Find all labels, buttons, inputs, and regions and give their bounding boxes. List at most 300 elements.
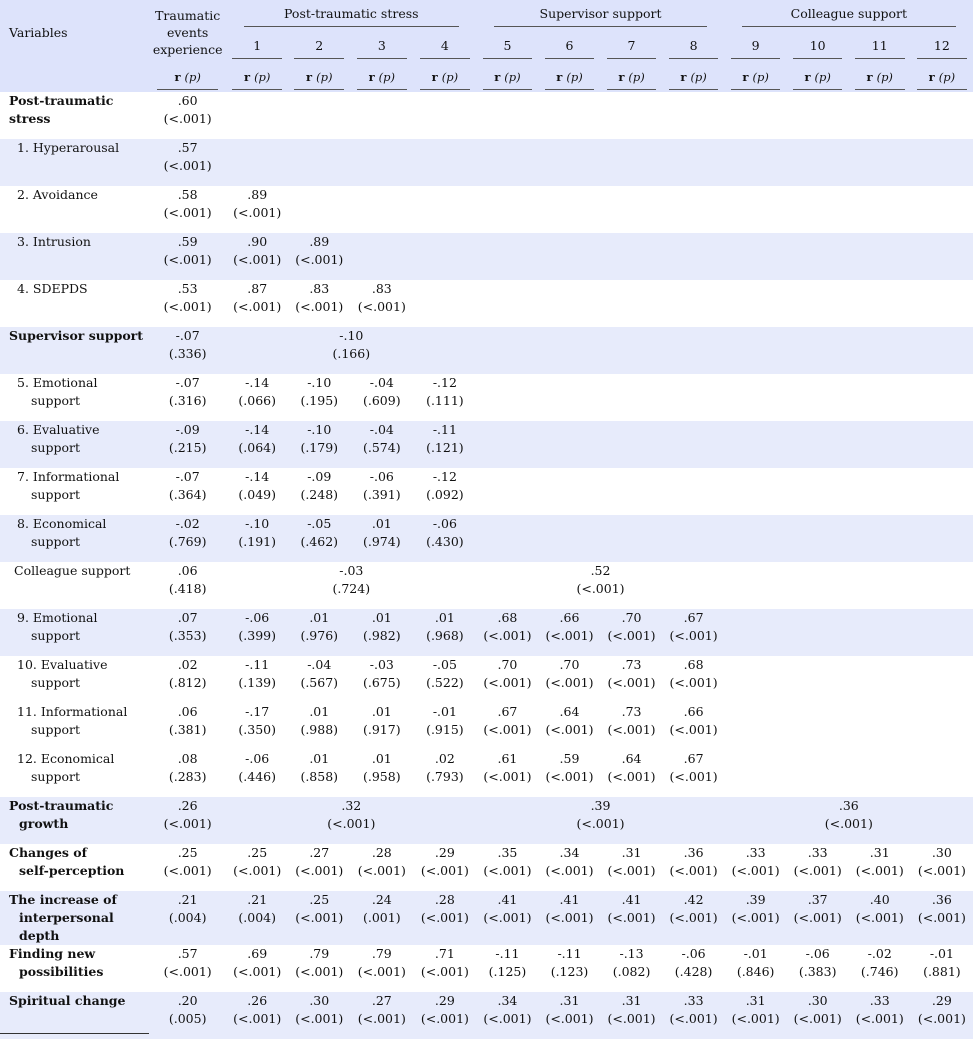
empty-cell bbox=[911, 656, 973, 703]
correlation-cell bbox=[476, 703, 538, 750]
header-r-p-label bbox=[911, 65, 973, 92]
empty-cell bbox=[538, 92, 600, 139]
row-label bbox=[0, 468, 149, 515]
p-symbol: (p) bbox=[876, 70, 893, 84]
row-label bbox=[0, 797, 149, 844]
correlation-cell bbox=[288, 945, 350, 992]
empty-cell bbox=[413, 139, 476, 186]
correlation-cell bbox=[288, 233, 350, 280]
correlation-cell bbox=[350, 992, 413, 1039]
r-value: .08 bbox=[177, 751, 198, 766]
p-value: (<.001) bbox=[295, 863, 344, 878]
r-p-label bbox=[483, 70, 533, 90]
correlation-cell bbox=[288, 750, 350, 797]
empty-cell bbox=[911, 186, 973, 233]
p-value: (<.001) bbox=[357, 1011, 406, 1026]
p-value: (.974) bbox=[363, 534, 401, 549]
r-value: -.12 bbox=[432, 375, 457, 390]
r-p-label bbox=[607, 70, 657, 90]
p-value: (.064) bbox=[238, 440, 276, 455]
r-value: .79 bbox=[371, 946, 392, 961]
empty-cell bbox=[911, 750, 973, 797]
p-value: (.724) bbox=[332, 581, 371, 596]
header-column-5 bbox=[476, 29, 538, 65]
row-label-line: The increase of bbox=[9, 892, 117, 907]
correlation-cell bbox=[911, 891, 973, 945]
p-value: (<.001) bbox=[420, 863, 469, 878]
p-symbol: (p) bbox=[628, 70, 645, 84]
r-value: -.14 bbox=[245, 422, 270, 437]
table-row bbox=[0, 139, 973, 186]
header-group-post-traumatic-stress bbox=[226, 0, 476, 29]
r-value: -.09 bbox=[175, 422, 200, 437]
empty-cell bbox=[849, 656, 911, 703]
row-label-line: 3. Intrusion bbox=[17, 234, 91, 249]
column-number: 2 bbox=[294, 38, 344, 59]
empty-cell bbox=[849, 374, 911, 421]
correlation-cell bbox=[288, 280, 350, 327]
correlation-cell bbox=[725, 992, 787, 1039]
r-value: .64 bbox=[559, 704, 580, 719]
header-r-p-label bbox=[538, 65, 600, 92]
row-label-line: 7. Informational bbox=[17, 469, 120, 484]
r-value: -.01 bbox=[743, 946, 768, 961]
row-label-line: 12. Economical bbox=[17, 751, 115, 766]
table-row bbox=[0, 468, 973, 515]
r-value: -.06 bbox=[369, 469, 394, 484]
column-number: 5 bbox=[483, 38, 533, 59]
correlation-cell bbox=[413, 468, 476, 515]
empty-cell bbox=[288, 186, 350, 233]
empty-cell bbox=[476, 139, 538, 186]
row-label-line: Supervisor support bbox=[9, 328, 144, 343]
table-bottom-rule bbox=[0, 1033, 149, 1034]
empty-cell bbox=[787, 186, 849, 233]
empty-cell bbox=[725, 374, 787, 421]
empty-cell bbox=[226, 92, 288, 139]
empty-cell bbox=[601, 374, 663, 421]
empty-cell bbox=[849, 421, 911, 468]
correlation-cell bbox=[350, 656, 413, 703]
r-value: .01 bbox=[371, 704, 392, 719]
r-value: .71 bbox=[434, 946, 455, 961]
empty-cell bbox=[849, 562, 911, 609]
r-value: -.12 bbox=[432, 469, 457, 484]
r-value: -.14 bbox=[245, 375, 270, 390]
r-value: .67 bbox=[497, 704, 518, 719]
correlation-cell bbox=[413, 374, 476, 421]
p-value: (.976) bbox=[300, 628, 339, 643]
row-label-line: 5. Emotional bbox=[17, 375, 98, 390]
p-value: (<.001) bbox=[163, 158, 212, 173]
header-blank-cell bbox=[0, 65, 149, 92]
row-label bbox=[0, 327, 149, 374]
row-label-line: 2. Avoidance bbox=[17, 187, 98, 202]
correlation-cell bbox=[288, 609, 350, 656]
empty-cell bbox=[413, 92, 476, 139]
p-value: (.179) bbox=[300, 440, 339, 455]
empty-cell bbox=[350, 233, 413, 280]
r-value: .01 bbox=[371, 610, 392, 625]
r-p-label bbox=[793, 70, 843, 90]
p-value: (<.001) bbox=[357, 299, 406, 314]
r-value: .32 bbox=[341, 798, 362, 813]
r-value: -.09 bbox=[307, 469, 332, 484]
row-label-line: 10. Evaluative bbox=[17, 657, 108, 672]
table-row bbox=[0, 891, 973, 945]
p-value: (.123) bbox=[550, 964, 589, 979]
row-label-line: Finding new bbox=[9, 946, 96, 961]
empty-cell bbox=[350, 139, 413, 186]
p-value: (.675) bbox=[363, 675, 401, 690]
r-value: .27 bbox=[309, 845, 330, 860]
r-value: .41 bbox=[621, 892, 642, 907]
empty-cell bbox=[911, 703, 973, 750]
p-value: (<.001) bbox=[295, 964, 344, 979]
r-value: .01 bbox=[434, 610, 455, 625]
p-value: (<.001) bbox=[793, 1011, 842, 1026]
correlation-cell bbox=[787, 945, 849, 992]
empty-cell bbox=[538, 280, 600, 327]
correlation-cell bbox=[413, 421, 476, 468]
p-value: (<.001) bbox=[233, 964, 282, 979]
p-value: (.316) bbox=[168, 393, 207, 408]
p-value: (<.001) bbox=[483, 628, 532, 643]
p-symbol: (p) bbox=[938, 70, 956, 84]
r-value: .83 bbox=[371, 281, 392, 296]
row-label-line: 9. Emotional bbox=[17, 610, 98, 625]
empty-cell bbox=[787, 92, 849, 139]
r-value: .59 bbox=[559, 751, 580, 766]
empty-cell bbox=[476, 421, 538, 468]
correlation-cell bbox=[538, 703, 600, 750]
column-number: 10 bbox=[793, 38, 843, 59]
correlation-cell bbox=[288, 891, 350, 945]
correlation-cell bbox=[226, 945, 288, 992]
r-symbol: r bbox=[306, 70, 313, 84]
empty-cell bbox=[849, 92, 911, 139]
empty-cell bbox=[725, 139, 787, 186]
empty-cell bbox=[538, 327, 600, 374]
empty-cell bbox=[663, 515, 725, 562]
correlation-cell bbox=[149, 280, 226, 327]
r-value: .34 bbox=[497, 993, 518, 1008]
p-value: (.121) bbox=[426, 440, 464, 455]
r-value: -.11 bbox=[245, 657, 270, 672]
empty-cell bbox=[725, 280, 787, 327]
correlation-cell bbox=[663, 703, 725, 750]
p-value: (.462) bbox=[300, 534, 339, 549]
p-value: (<.001) bbox=[855, 1011, 904, 1026]
p-value: (<.001) bbox=[576, 581, 625, 596]
correlation-cell bbox=[350, 421, 413, 468]
empty-cell bbox=[787, 280, 849, 327]
row-label-line: Changes of bbox=[9, 845, 88, 860]
table-row bbox=[0, 562, 973, 609]
empty-cell bbox=[288, 92, 350, 139]
correlation-cell bbox=[350, 703, 413, 750]
table-row bbox=[0, 703, 973, 750]
r-value: .25 bbox=[247, 845, 268, 860]
row-label bbox=[0, 186, 149, 233]
empty-cell bbox=[787, 233, 849, 280]
header-r-p-label bbox=[849, 65, 911, 92]
p-value: (<.001) bbox=[163, 252, 212, 267]
p-value: (<.001) bbox=[669, 628, 718, 643]
p-value: (<.001) bbox=[295, 910, 344, 925]
empty-cell bbox=[725, 421, 787, 468]
correlation-cell bbox=[226, 186, 288, 233]
empty-cell bbox=[725, 562, 787, 609]
empty-cell bbox=[725, 186, 787, 233]
r-value: -.06 bbox=[245, 751, 270, 766]
correlation-cell bbox=[413, 992, 476, 1039]
p-value: (<.001) bbox=[327, 816, 376, 831]
header-r-p-label bbox=[476, 65, 538, 92]
r-symbol: r bbox=[368, 70, 375, 84]
correlation-cell bbox=[226, 609, 288, 656]
p-value: (<.001) bbox=[545, 863, 594, 878]
empty-cell bbox=[849, 703, 911, 750]
empty-cell bbox=[663, 186, 725, 233]
correlation-cell bbox=[149, 609, 226, 656]
empty-cell bbox=[911, 515, 973, 562]
table-row bbox=[0, 797, 973, 844]
empty-cell bbox=[601, 421, 663, 468]
p-value: (.111) bbox=[426, 393, 464, 408]
header-traumatic-line: experience bbox=[152, 42, 223, 57]
row-label bbox=[0, 280, 149, 327]
empty-cell bbox=[849, 186, 911, 233]
empty-cell bbox=[663, 327, 725, 374]
empty-cell bbox=[725, 233, 787, 280]
empty-cell bbox=[663, 374, 725, 421]
p-value: (<.001) bbox=[917, 1011, 966, 1026]
p-value: (.195) bbox=[300, 393, 339, 408]
correlation-cell bbox=[149, 327, 226, 374]
empty-cell bbox=[725, 92, 787, 139]
empty-cell bbox=[911, 327, 973, 374]
header-r-p-label bbox=[350, 65, 413, 92]
correlation-cell bbox=[288, 468, 350, 515]
row-label-line: Post-traumatic stress bbox=[9, 93, 114, 126]
empty-cell bbox=[413, 280, 476, 327]
correlation-cell bbox=[601, 891, 663, 945]
p-value: (.428) bbox=[674, 964, 713, 979]
row-label-line: support bbox=[31, 534, 80, 549]
r-value: -.06 bbox=[245, 610, 270, 625]
correlation-cell bbox=[413, 945, 476, 992]
correlation-cell bbox=[476, 891, 538, 945]
row-label bbox=[0, 233, 149, 280]
r-value: .28 bbox=[371, 845, 392, 860]
r-value: -.07 bbox=[175, 328, 200, 343]
empty-cell bbox=[787, 703, 849, 750]
p-value: (<.001) bbox=[163, 964, 212, 979]
r-value: .01 bbox=[309, 751, 330, 766]
r-value: .41 bbox=[559, 892, 580, 907]
r-value: .70 bbox=[497, 657, 518, 672]
r-p-label bbox=[420, 70, 470, 90]
r-value: .73 bbox=[621, 704, 642, 719]
correlation-cell bbox=[849, 945, 911, 992]
column-number: 8 bbox=[669, 38, 719, 59]
r-value: .30 bbox=[931, 845, 952, 860]
correlation-cell bbox=[350, 945, 413, 992]
r-value: -.10 bbox=[307, 375, 332, 390]
r-value: .61 bbox=[497, 751, 518, 766]
correlation-cell bbox=[849, 891, 911, 945]
p-symbol: (p) bbox=[690, 70, 707, 84]
r-value: .31 bbox=[621, 845, 642, 860]
row-label bbox=[0, 92, 149, 139]
r-value: .26 bbox=[247, 993, 268, 1008]
r-value: .83 bbox=[309, 281, 330, 296]
r-value: .34 bbox=[559, 845, 580, 860]
r-value: .67 bbox=[683, 610, 704, 625]
r-value: .31 bbox=[621, 993, 642, 1008]
r-value: -.05 bbox=[307, 516, 332, 531]
empty-cell bbox=[601, 515, 663, 562]
empty-cell bbox=[787, 421, 849, 468]
p-value: (<.001) bbox=[731, 1011, 780, 1026]
p-value: (.353) bbox=[168, 628, 207, 643]
empty-cell bbox=[787, 656, 849, 703]
r-value: .39 bbox=[745, 892, 766, 907]
correlation-cell bbox=[476, 797, 724, 844]
table-row bbox=[0, 750, 973, 797]
correlation-cell bbox=[226, 797, 476, 844]
column-number: 4 bbox=[420, 38, 470, 59]
correlation-cell bbox=[288, 703, 350, 750]
r-value: .66 bbox=[683, 704, 704, 719]
empty-cell bbox=[787, 609, 849, 656]
p-value: (<.001) bbox=[483, 1011, 532, 1026]
header-r-p-label bbox=[149, 65, 226, 92]
p-value: (.769) bbox=[168, 534, 207, 549]
empty-cell bbox=[911, 609, 973, 656]
empty-cell bbox=[849, 233, 911, 280]
row-label-line: Colleague support bbox=[14, 563, 131, 578]
p-value: (.522) bbox=[426, 675, 464, 690]
header-column-2 bbox=[288, 29, 350, 65]
empty-cell bbox=[476, 468, 538, 515]
correlation-cell bbox=[413, 656, 476, 703]
p-value: (.430) bbox=[426, 534, 464, 549]
r-value: .64 bbox=[621, 751, 642, 766]
correlation-cell bbox=[787, 891, 849, 945]
row-label-line: Spiritual change bbox=[9, 993, 126, 1008]
row-label-line: support bbox=[31, 769, 80, 784]
p-value: (<.001) bbox=[607, 628, 656, 643]
correlation-cell bbox=[149, 945, 226, 992]
r-value: -.14 bbox=[245, 469, 270, 484]
p-value: (.609) bbox=[363, 393, 401, 408]
r-value: .07 bbox=[177, 610, 198, 625]
correlation-cell bbox=[787, 844, 849, 891]
r-value: .06 bbox=[177, 704, 198, 719]
p-value: (.049) bbox=[238, 487, 276, 502]
p-value: (<.001) bbox=[483, 910, 532, 925]
r-value: .53 bbox=[177, 281, 198, 296]
p-value: (<.001) bbox=[824, 816, 873, 831]
r-symbol: r bbox=[928, 70, 935, 84]
p-value: (.915) bbox=[426, 722, 464, 737]
r-value: -.01 bbox=[432, 704, 457, 719]
r-value: -.11 bbox=[557, 946, 582, 961]
p-value: (<.001) bbox=[420, 910, 469, 925]
p-value: (<.001) bbox=[233, 205, 282, 220]
r-symbol: r bbox=[680, 70, 687, 84]
correlation-cell bbox=[538, 844, 600, 891]
correlation-cell bbox=[413, 750, 476, 797]
r-value: .29 bbox=[434, 993, 455, 1008]
p-value: (.968) bbox=[426, 628, 464, 643]
empty-cell bbox=[663, 421, 725, 468]
r-symbol: r bbox=[556, 70, 563, 84]
correlation-cell bbox=[476, 945, 538, 992]
empty-cell bbox=[476, 92, 538, 139]
empty-cell bbox=[725, 609, 787, 656]
p-value: (<.001) bbox=[607, 769, 656, 784]
empty-cell bbox=[663, 280, 725, 327]
correlation-cell bbox=[538, 656, 600, 703]
r-value: -.04 bbox=[307, 657, 332, 672]
p-symbol: (p) bbox=[441, 70, 459, 84]
r-value: .21 bbox=[177, 892, 198, 907]
correlation-cell bbox=[226, 750, 288, 797]
r-value: .06 bbox=[177, 563, 198, 578]
empty-cell bbox=[663, 139, 725, 186]
empty-cell bbox=[601, 92, 663, 139]
correlation-cell bbox=[226, 992, 288, 1039]
row-label bbox=[0, 945, 149, 992]
p-value: (.092) bbox=[426, 487, 464, 502]
correlation-cell bbox=[149, 992, 226, 1039]
correlation-cell bbox=[601, 703, 663, 750]
correlation-cell bbox=[663, 609, 725, 656]
p-value: (<.001) bbox=[163, 111, 212, 126]
p-symbol: (p) bbox=[184, 70, 201, 84]
r-value: .89 bbox=[247, 187, 268, 202]
table-row bbox=[0, 945, 973, 992]
p-value: (.139) bbox=[238, 675, 276, 690]
r-value: .01 bbox=[371, 516, 392, 531]
row-label-line: interpersonal depth bbox=[19, 910, 114, 943]
correlation-cell bbox=[663, 844, 725, 891]
r-value: .52 bbox=[590, 563, 611, 578]
empty-cell bbox=[601, 186, 663, 233]
p-value: (<.001) bbox=[669, 769, 718, 784]
r-value: .30 bbox=[807, 993, 828, 1008]
correlation-cell bbox=[149, 515, 226, 562]
p-value: (<.001) bbox=[420, 1011, 469, 1026]
table-row bbox=[0, 656, 973, 703]
empty-cell bbox=[538, 515, 600, 562]
correlation-cell bbox=[288, 374, 350, 421]
r-value: .36 bbox=[931, 892, 952, 907]
p-symbol: (p) bbox=[752, 70, 769, 84]
correlation-cell bbox=[849, 992, 911, 1039]
empty-cell bbox=[787, 374, 849, 421]
r-value: .02 bbox=[177, 657, 198, 672]
p-value: (.005) bbox=[168, 1011, 207, 1026]
column-number: 1 bbox=[232, 38, 282, 59]
correlation-cell bbox=[149, 562, 226, 609]
p-value: (.858) bbox=[300, 769, 339, 784]
r-value: .33 bbox=[683, 993, 704, 1008]
p-value: (.812) bbox=[168, 675, 207, 690]
